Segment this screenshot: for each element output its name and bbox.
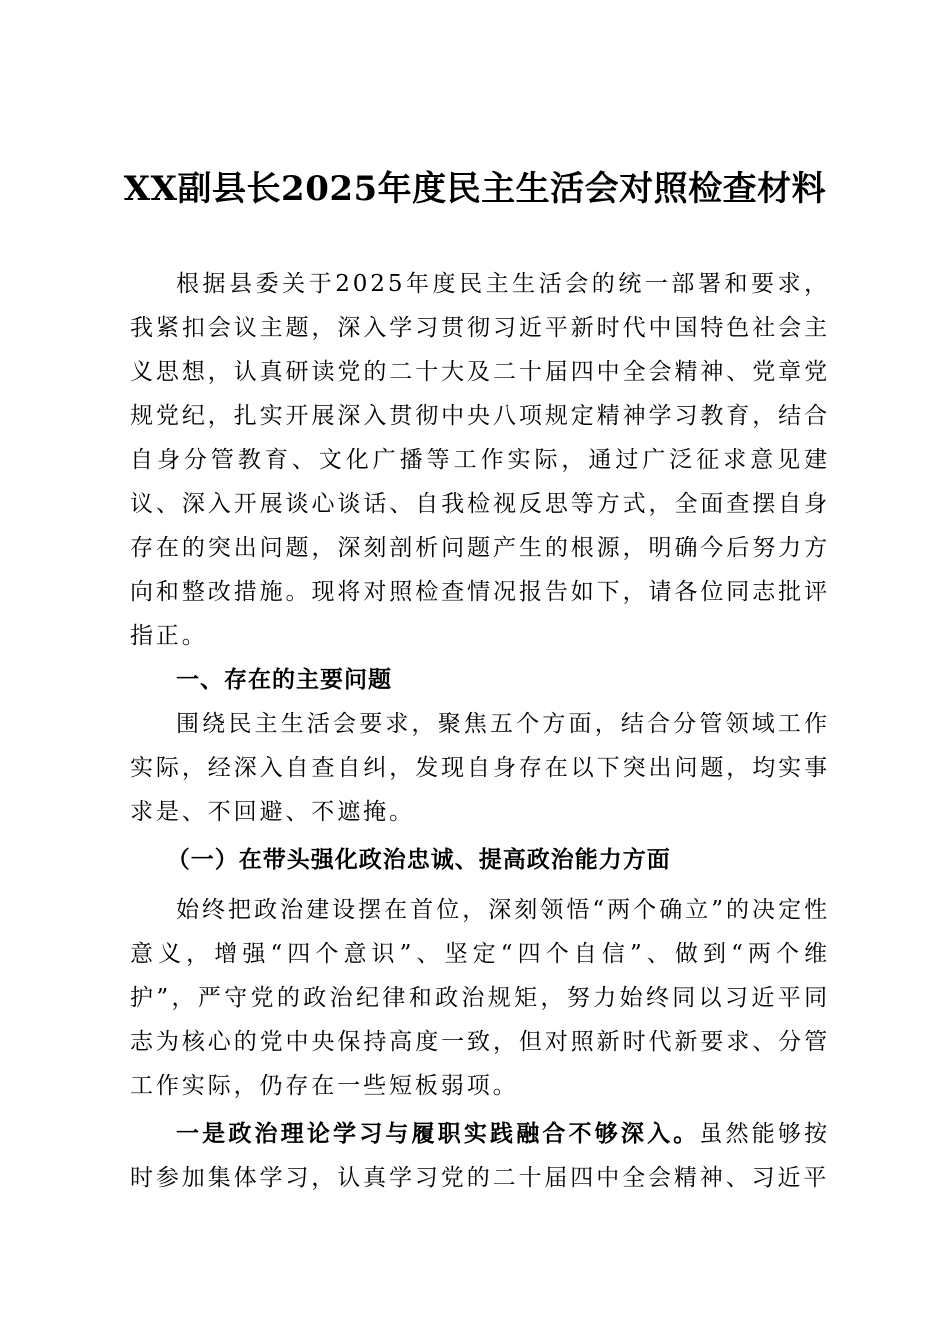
section-heading-problems: 一、存在的主要问题 (176, 666, 392, 693)
point-text: 虽然能够按时参加集体学习，认真学习党的二十届四中全会精神、习近平 (130, 1121, 831, 1191)
intro-paragraph: 根据县委关于2025年度民主生活会的统一部署和要求，我紧扣会议主题，深入学习贯彻习近平新时代中国特色社会主义思想，认真研读党的二十大及二十届四中全会精神、党章党规党纪，扎实开展深入贯彻中央八项规定精神学习教育，结合自身分管教育、文化广播等工作实际，通过广泛征求意见建议、深入开展谈心谈话、自我检视反思等方式，全面查摆自身存在的突出问题，深刻剖析问题产生的根源，明确今后努力方向和整改措施。现将对照检查情况报告如下，请各位同志批评指正。 (130, 271, 830, 649)
section-intro-paragraph: 围绕民主生活会要求，聚焦五个方面，结合分管领域工作实际，经深入自查自纠，发现自身存在以下突出问题，均实事求是、不回避、不遮掩。 (130, 711, 830, 825)
subsection-heading-political: （一）在带头强化政治忠诚、提高政治能力方面 (166, 847, 671, 873)
document-title: XX副县长2025年度民主生活会对照检查材料 (123, 169, 827, 209)
subsection-paragraph: 始终把政治建设摆在首位，深刻领悟“两个确立”的决定性意义，增强“四个意识”、坚定“四个自信”、做到“两个维护”，严守党的政治纪律和政治规矩，努力始终同以习近平同志为核心的党中央保持高度一致，但对照新时代新要求、分管工作实际，仍存在一些短板弱项。 (130, 897, 830, 1099)
point-lead: 一是政治理论学习与履职实践融合不够深入。 (176, 1120, 700, 1147)
point-paragraph (130, 1112, 830, 1200)
document-body (130, 262, 830, 1200)
